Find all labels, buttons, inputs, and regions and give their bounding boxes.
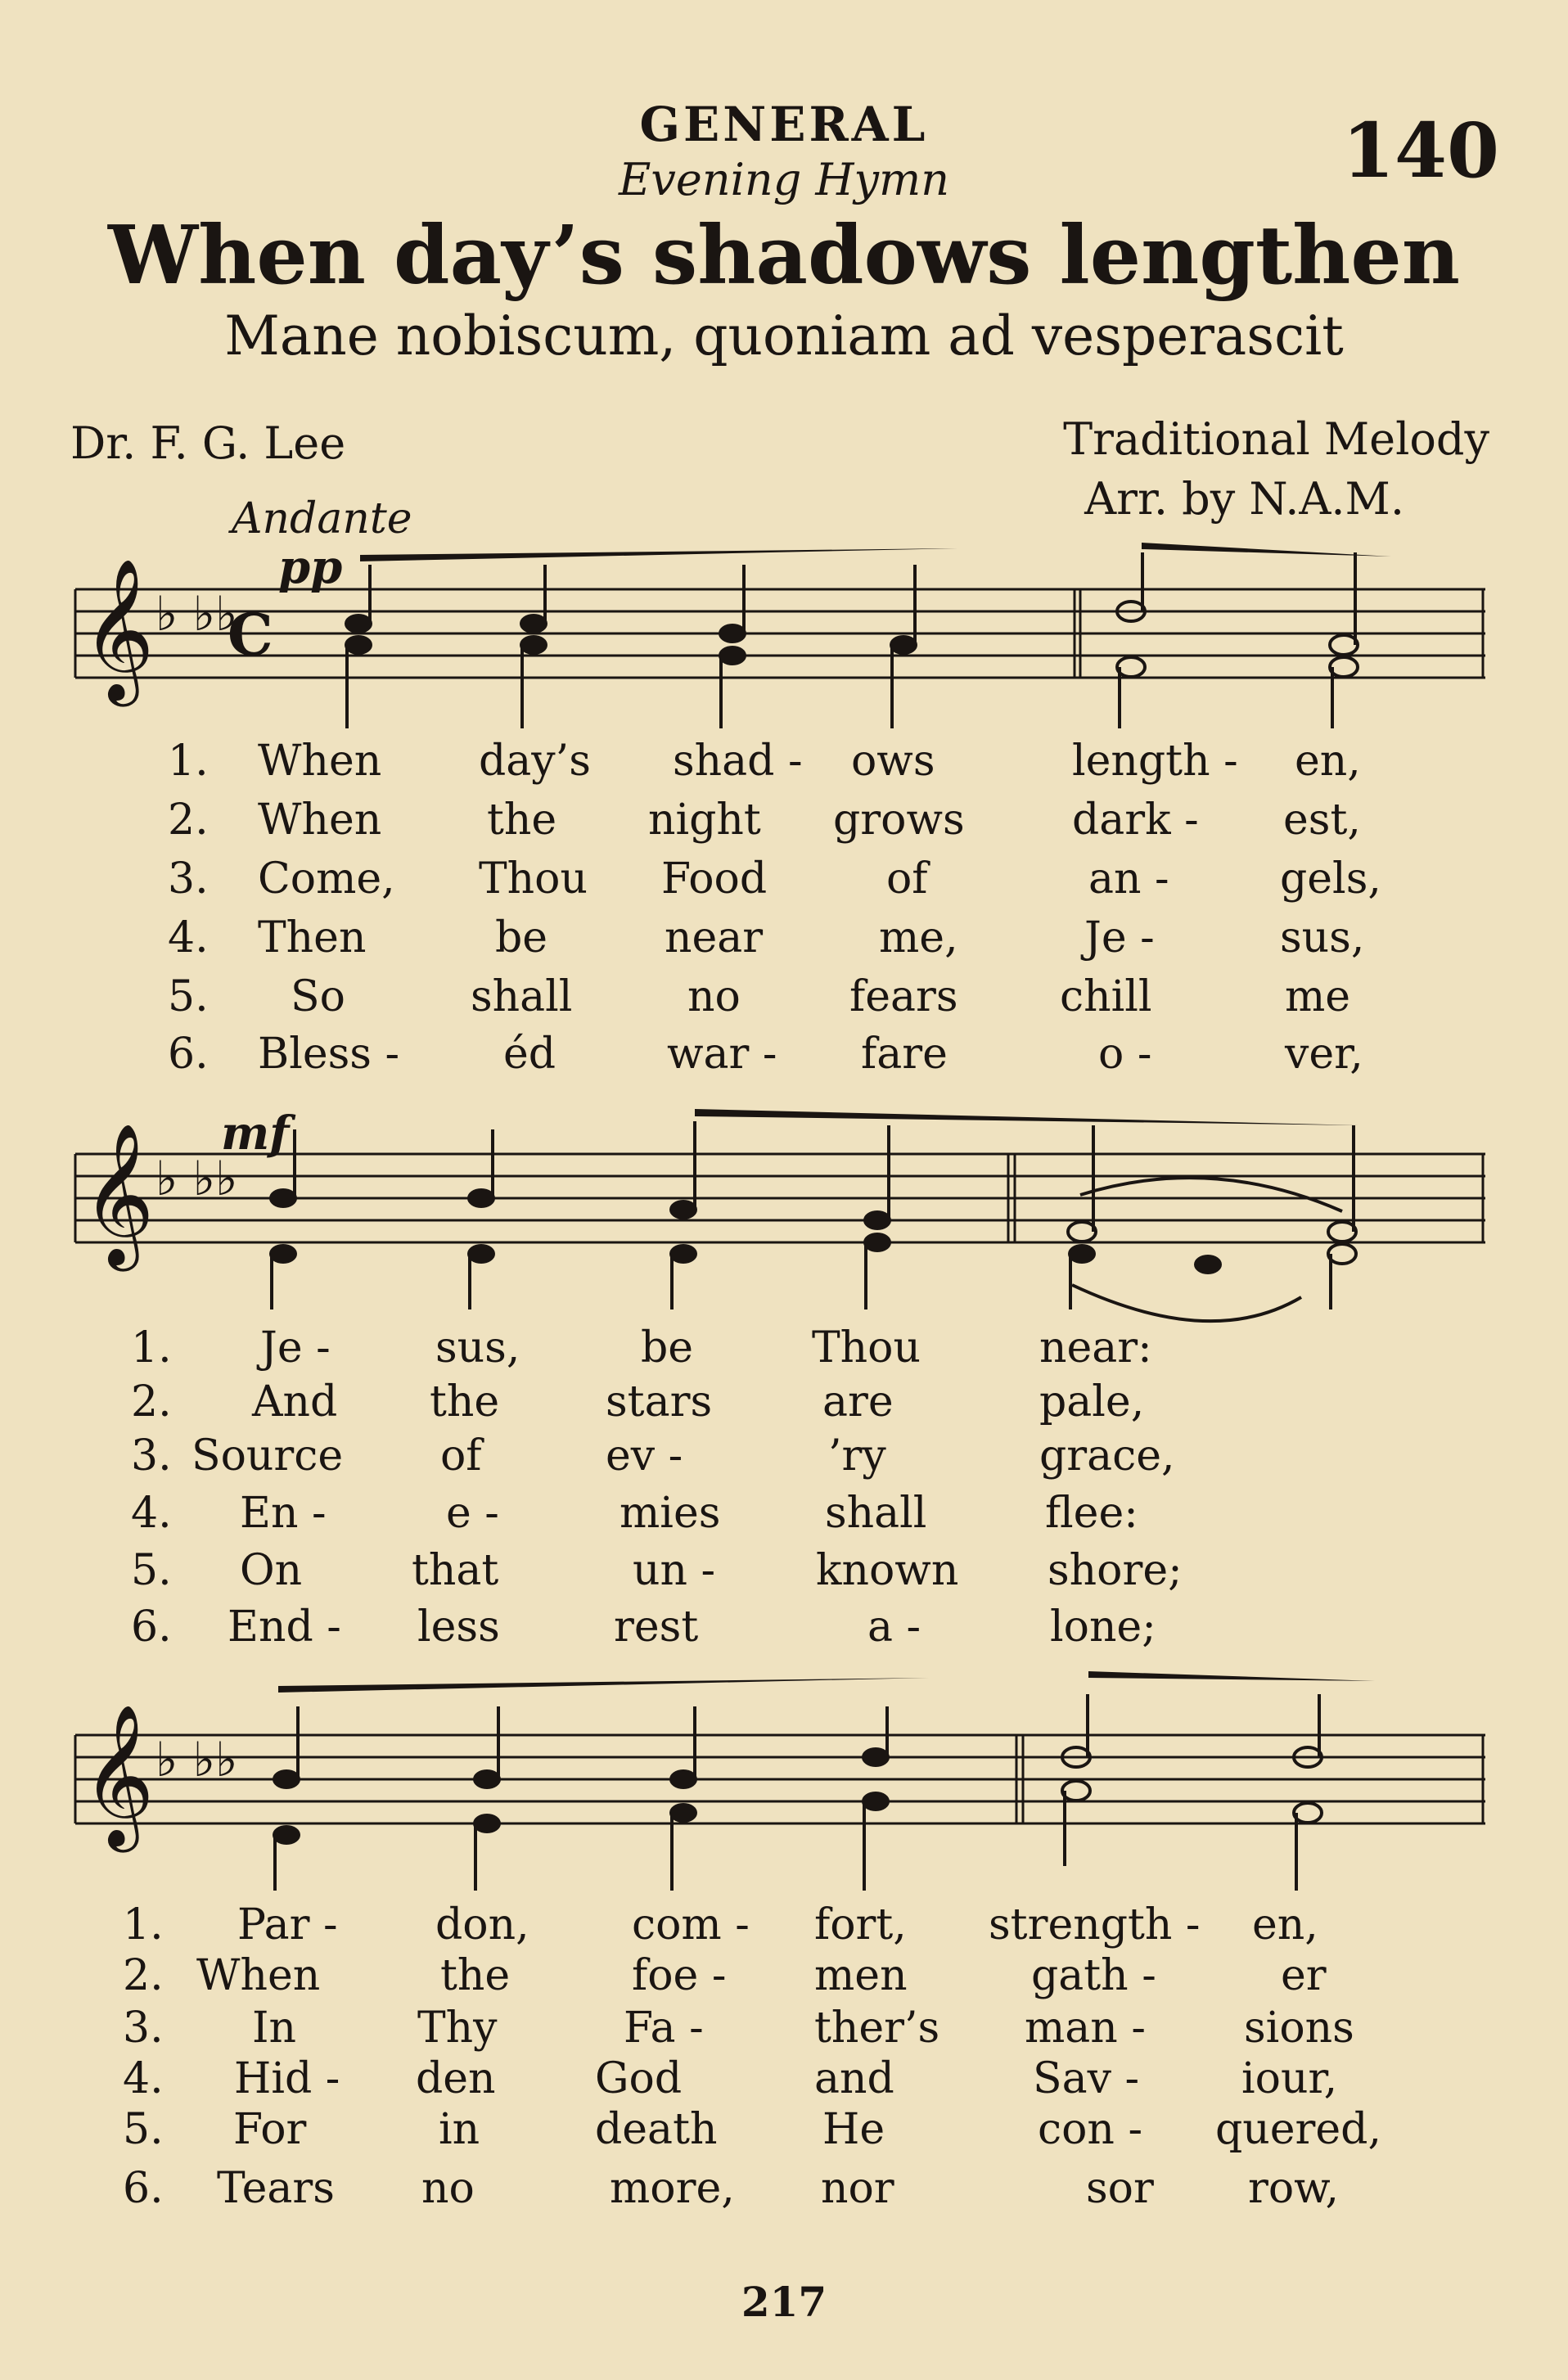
lyric-row: 1. Je - sus, be Thou near: [131, 1323, 1152, 1373]
lyric-row: 2. When the foe - men gath - er [123, 1951, 1327, 2000]
notes-system-3 [273, 1747, 1322, 1845]
author-credit: Dr. F. G. Lee [70, 417, 346, 469]
dynamic-mf: mf [221, 1107, 290, 1161]
lyric-row: 5. So shall no fears chill me [168, 972, 1351, 1021]
page-number: 217 [741, 2278, 827, 2326]
lyric-row: 5. On that un - known shore; [131, 1546, 1183, 1595]
lyric-row: 1. When day’s shad - ows length - en, [168, 737, 1361, 786]
treble-clef-icon: 𝄞 [82, 1704, 155, 1846]
lyric-row: 3. Come, Thou Food of an - gels, [168, 854, 1381, 904]
lyric-row: 4. Then be near me, Je - sus, [168, 913, 1365, 962]
flat-icon: ♭ ♭♭ [155, 586, 238, 642]
lyric-row: 2. And the stars are pale, [131, 1377, 1145, 1427]
flat-icon: ♭ ♭♭ [155, 1732, 238, 1787]
flat-icon: ♭ ♭♭ [155, 1151, 238, 1206]
latin-title: Mane nobiscum, quoniam ad vesperascit [224, 304, 1344, 367]
treble-clef-icon: 𝄞 [82, 1123, 155, 1265]
tempo-marking: Andante [232, 494, 412, 543]
notes-system-1 [345, 602, 1358, 677]
lyric-row: 3. Source of ev - ’ry grace, [131, 1431, 1175, 1481]
lyric-row: 2. When the night grows dark - est, [168, 796, 1361, 845]
section-heading: GENERAL [639, 97, 929, 152]
hymn-subtitle: Evening Hymn [618, 154, 950, 205]
lyric-row: 5. For in death He con - quered, [123, 2105, 1381, 2154]
music-staff-2 [0, 1123, 1568, 1277]
lyric-row: 1. Par - don, com - fort, strength - en, [123, 1900, 1318, 1950]
treble-clef-icon: 𝄞 [82, 558, 155, 701]
lyric-row: 4. En - e - mies shall flee: [131, 1489, 1138, 1538]
time-signature-icon: C [228, 601, 273, 669]
notes-system-2 [269, 1188, 1356, 1274]
lyric-row: 3. In Thy Fa - ther’s man - sions [123, 2004, 1354, 2053]
hymn-title: When day’s shadows lengthen [108, 209, 1460, 303]
lyric-row: 6. End - less rest a - lone; [131, 1602, 1156, 1652]
music-staff-3 [0, 1704, 1568, 1858]
lyric-row: 6. Bless - éd war - fare o - ver, [168, 1030, 1363, 1079]
lyric-row: 6. Tears no more, nor sor row, [123, 2164, 1340, 2213]
music-staff-1 [0, 558, 1568, 712]
lyric-row: 4. Hid - den God and Sav - iour, [123, 2054, 1338, 2103]
arranger-credit: Arr. by N.A.M. [1084, 473, 1404, 525]
hymn-number: 140 [1342, 106, 1500, 195]
composer-credit: Traditional Melody [1063, 413, 1489, 465]
dynamic-pp: pp [278, 540, 343, 594]
